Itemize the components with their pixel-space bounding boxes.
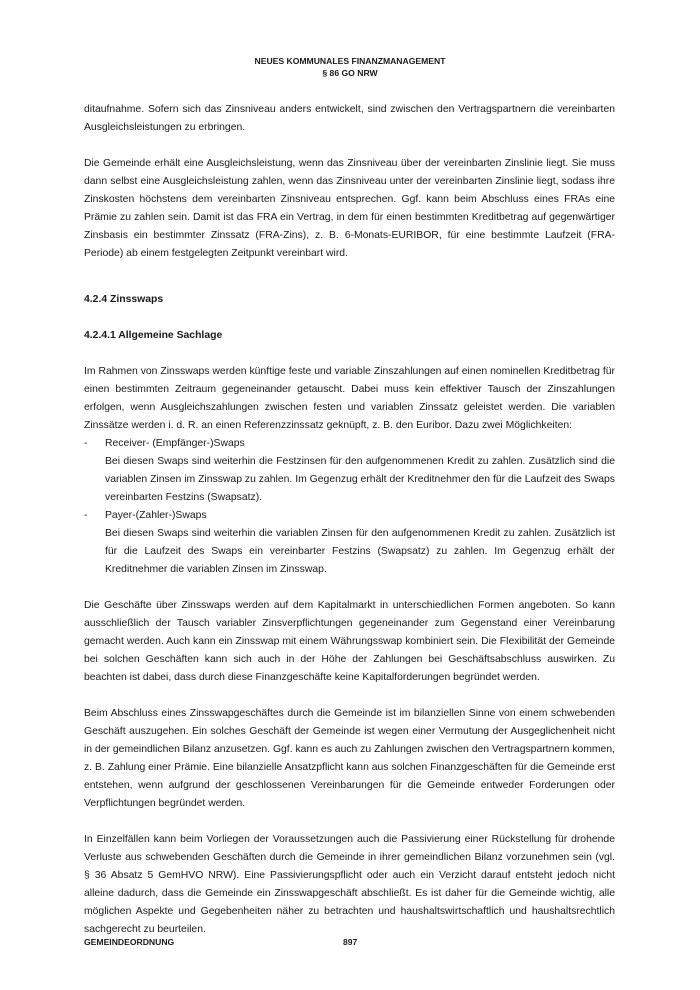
paragraph-4: Die Geschäfte über Zinsswaps werden auf dem Kapitalmarkt in unterschiedlichen Formen angeboten. So kann ausschließlich der Tausch variabler Zinsverpflichtungen gegeneinander zum Gegenstand einer Vereinbarung gemacht werden. Auch kann ein Zinsswap mit einem Währungsswap kombiniert sein. Die Flexibilität der Gemeinde bei solchen Geschäften kann sich auch in der Höhe der Zahlungen bei Geschäftsabschluss auswirken. Zu beachten ist dabei, dass durch diese Finanzgeschäfte keine Kapitalforderungen begründet werden. <box>84 600 615 683</box>
list-item-text: Bei diesen Swaps sind weiterhin die variablen Zinsen für den aufgenommenen Kredit zu zahlen. Zusätzlich ist für die Laufzeit des Swaps ein vereinbarter Festzins (Swapsatz) zu zahlen. Im Gegenzug erhält der Kreditnehmer die variablen Zinsen im Zinsswap. <box>105 528 615 575</box>
paragraph-6: In Einzelfällen kann beim Vorliegen der Voraussetzungen auch die Passivierung einer Rückstellung für drohende Verluste aus schwebenden Geschäften durch die Gemeinde in ihrer gemeindlichen Bilanz vorzunehmen sein (vgl. § 36 Absatz 5 GemHVO NRW). Eine Passivierungspflicht oder auch ein Verzicht darauf entsteht jedoch nicht alleine dadurch, dass die Gemeinde ein Zinsswapgeschäft abschließt. Es ist daher für die Gemeinde wichtig, alle möglichen Aspekte und Gegebenheiten näher zu betrachten und haushaltswirtschaftlich und haushaltsrechtlich sachgerecht zu beurteilen. <box>84 834 615 935</box>
paragraph-5: Beim Abschluss eines Zinsswapgeschäftes durch die Gemeinde ist im bilanziellen Sinne von einem schwebenden Geschäft auszugehen. Ein solches Geschäft der Gemeinde ist wegen einer Vermutung der Ausgeglichenheit nicht in der gemeindlichen Bilanz anzusetzen. Ggf. kann es auch zu Zahlungen zwischen den Vertragspartnern kommen, z. B. Zahlung einer Prämie. Eine bilanzielle Ansatzpflicht kann aus solchen Finanzgeschäften für die Gemeinde erst entstehen, wenn aufgrund der geschlossenen Vereinbarungen für die Gemeinde entweder Forderungen oder Verpflichtungen begründet werden. <box>84 708 615 809</box>
list-item <box>84 435 615 507</box>
swap-types-list <box>84 435 615 579</box>
paragraph-1: ditaufnahme. Sofern sich das Zinsniveau anders entwickelt, sind zwischen den Vertragspartnern die vereinbarten Ausgleichsleistungen zu erbringen. <box>84 104 615 133</box>
list-bullet: - <box>84 510 88 521</box>
list-item-title: Payer-(Zahler-)Swaps <box>105 510 207 521</box>
page-body <box>84 101 615 939</box>
page-number: 897 <box>343 937 358 947</box>
header-subtitle: § 86 GO NRW <box>322 67 378 78</box>
paragraph-3: Im Rahmen von Zinsswaps werden künftige feste und variable Zinszahlungen auf einen nominellen Kreditbetrag für einen bestimmten Zeitraum gegeneinander getauscht. Dabei muss kein effektiver Tausch der Zinszahlungen erfolgen, wenn Ausgleichszahlungen zwischen festen und variablen Zinssatz geleistet werden. Die variablen Zinssätze werden i. d. R. an einen Referenzzinssatz geknüpft, z. B. den Euribor. Dazu zwei Möglichkeiten: <box>84 366 615 431</box>
list-item-text: Bei diesen Swaps sind weiterhin die Festzinsen für den aufgenommenen Kredit zu zahlen. Zusätzlich sind die variablen Zinsen im Zinsswap zu zahlen. Im Gegenzug erhält der Kreditnehmer den für die Laufzeit des Swaps vereinbarten Festzins (Swapsatz). <box>105 456 615 503</box>
paragraph-2: Die Gemeinde erhält eine Ausgleichsleistung, wenn das Zinsniveau über der vereinbarten Zinslinie liegt. Sie muss dann selbst eine Ausgleichsleistung zahlen, wenn das Zinsniveau unter der vereinbarten Zinslinie liegt, sodass ihre Zinskosten höchstens dem vereinbarten Zinsniveau entsprechen. Ggf. kann beim Abschluss eines FRAs eine Prämie zu zahlen sein. Damit ist das FRA ein Vertrag, in dem für einen bestimmten Kreditbetrag auf gegenwärtiger Zinsbasis ein bestimmter Zinssatz (FRA-Zins), z. B. 6-Monats-EURIBOR, für eine bestimmte Laufzeit (FRA-Periode) ab einem festgelegten Zeitpunkt vereinbart wird. <box>84 158 615 259</box>
subsection-heading: 4.2.4.1 Allgemeine Sachlage <box>84 330 223 341</box>
header-title: NEUES KOMMUNALES FINANZMANAGEMENT <box>254 56 446 66</box>
footer-label: GEMEINDEORDNUNG <box>84 937 175 947</box>
section-heading: 4.2.4 Zinsswaps <box>84 294 164 305</box>
list-item-title: Receiver- (Empfänger-)Swaps <box>105 438 245 449</box>
list-bullet: - <box>84 438 88 449</box>
page-footer <box>84 937 615 947</box>
list-item <box>84 507 615 579</box>
page-header <box>0 56 700 79</box>
